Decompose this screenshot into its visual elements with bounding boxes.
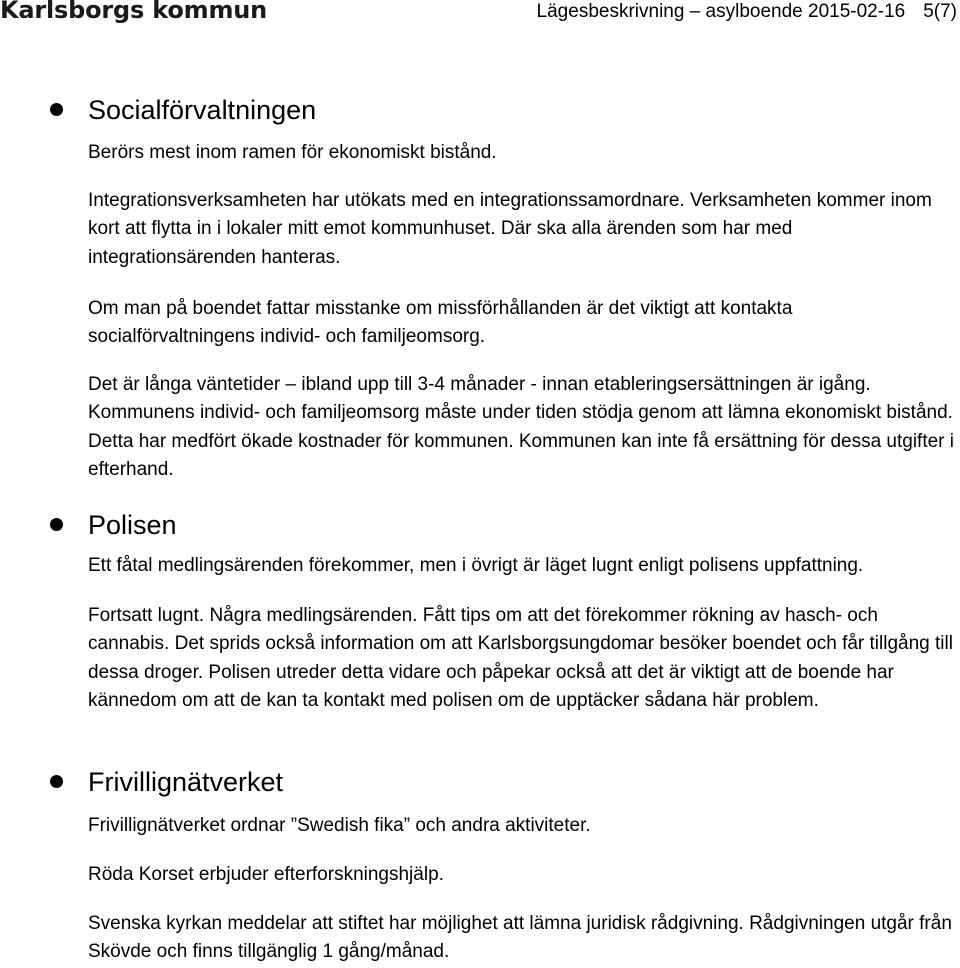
- paragraph: Det är långa väntetider – ibland upp till 3-4 månader - innan etableringsersättningen är igång. Kommunens individ- och familjeomsorg måste under tiden stödja genom att lämna ekonomiskt bistånd. Detta har medfört ökade kostnader för kommunen. Kommunen kan inte få ersättning för dessa utgifter i efterhand.: [88, 374, 955, 480]
- municipality-logo: Karlsborgs kommun: [0, 0, 268, 24]
- paragraph: Frivillignätverket ordnar ”Swedish fika” och andra aktiviteter.: [88, 815, 591, 836]
- section-title: Frivillignätverket: [88, 767, 284, 797]
- section-title: Socialförvaltningen: [88, 95, 317, 125]
- paragraph: Ett fåtal medlingsärenden förekommer, men i övrigt är läget lugnt enligt polisens uppfattning.: [88, 555, 864, 576]
- paragraph: Berörs mest inom ramen för ekonomiskt bistånd.: [88, 142, 497, 163]
- paragraph: Integrationsverksamheten har utökats med en integrationssamordnare. Verksamheten kommer inom kort att flytta in i lokaler mitt emot kommunhuset. Där ska alla ärenden som har med integrationsärenden hanteras.: [88, 190, 932, 268]
- document-meta: [537, 0, 957, 24]
- paragraph: Fortsatt lugnt. Några medlingsärenden. Fått tips om att det förekommer rökning av hasch- och cannabis. Det sprids också information om att Karlsborgsungdomar besöker boendet och får tillgång till dessa droger. Polisen utreder detta vidare och påpekar också att det är viktigt att de boende har kännedom om att de kan ta kontakt med polisen om de upptäcker sådana här problem.: [88, 605, 953, 711]
- section-title: Polisen: [88, 510, 177, 540]
- document-title: Lägesbeskrivning – asylboende 2015-02-16: [536, 1, 906, 22]
- section-heading-socialforvaltningen: [50, 95, 316, 125]
- page-header: [0, 0, 960, 30]
- paragraph: Om man på boendet fattar misstanke om missförhållanden är det viktigt att kontakta socialförvaltningens individ- och familjeomsorg.: [88, 298, 793, 348]
- bullet-icon: [50, 775, 63, 788]
- bullet-icon: [50, 518, 63, 531]
- section-heading-frivillignatverket: [50, 767, 283, 797]
- bullet-icon: [50, 103, 63, 116]
- paragraph: Röda Korset erbjuder efterforskningshjälp.: [88, 864, 444, 885]
- paragraph: Svenska kyrkan meddelar att stiftet har möjlighet att lämna juridisk rådgivning. Rådgivningen utgår från Skövde och finns tillgänglig 1 gång/månad.: [88, 913, 952, 963]
- page-number: 5(7): [923, 1, 957, 22]
- section-heading-polisen: [50, 510, 177, 540]
